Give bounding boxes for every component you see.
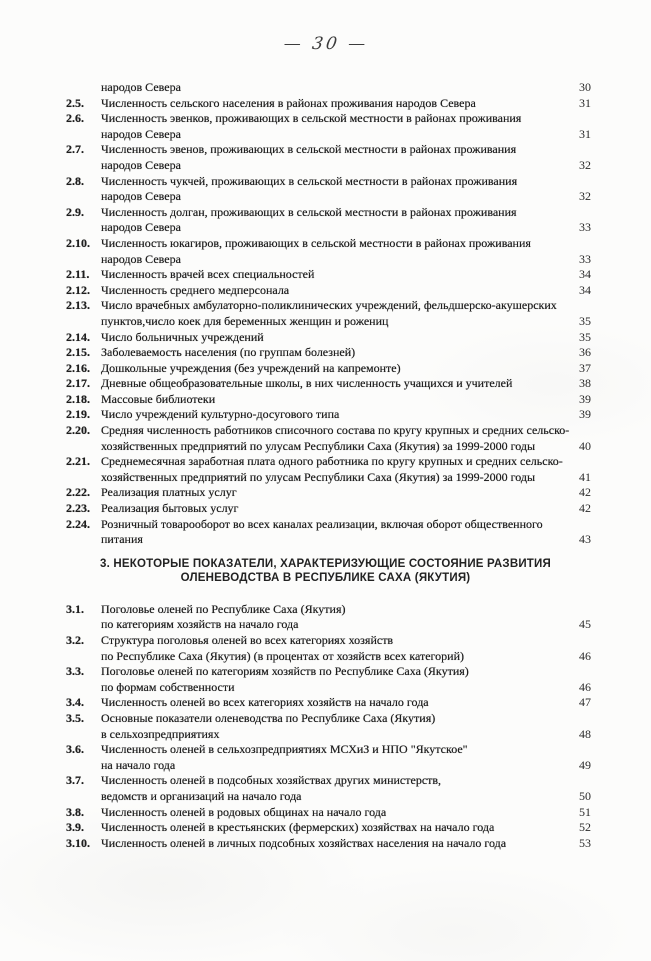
- toc-row: [66, 501, 591, 517]
- toc-row: [66, 680, 591, 696]
- toc-entry-title: народов Севера: [101, 80, 181, 94]
- toc-row: [66, 220, 591, 236]
- toc-entry-number: [66, 252, 101, 268]
- toc-entry-page-number: 50: [579, 788, 591, 803]
- toc-entry-page-number: 33: [579, 251, 591, 266]
- toc-entry-page-number: 38: [579, 376, 591, 391]
- toc-entry-title: пунктов,число коек для беременных женщин и рожениц: [101, 313, 389, 328]
- toc-entry-number: 2.7.: [66, 142, 84, 157]
- toc-entry-title: народов Севера: [101, 189, 181, 204]
- toc-row: [66, 711, 591, 727]
- toc-entry-page-number: 34: [579, 267, 591, 282]
- toc-entry-title: Поголовье оленей по Республике Саха (Якутия): [101, 601, 346, 616]
- toc-entry-title: Численность среднего медперсонала: [101, 282, 290, 297]
- toc-row: [66, 267, 591, 283]
- toc-entry-title: в сельхозпредприятиях: [101, 726, 220, 741]
- toc-entry-page-number: 42: [579, 485, 591, 500]
- toc-entry-title: Численность сельского населения в районах проживания народов Севера: [101, 95, 476, 110]
- toc-entry-page-number: [563, 711, 591, 727]
- toc-entry-title: хозяйственных предприятий по улусам Республики Саха (Якутия) за 1999-2000 годы: [101, 469, 536, 484]
- toc-entry-title: Число больничных учреждений: [101, 329, 264, 344]
- toc-entry-number: 2.13.: [66, 298, 90, 313]
- toc-entry-number: [66, 617, 101, 633]
- toc-entry-number: [66, 727, 101, 743]
- toc-entry-title: Основные показатели оленеводства по Республике Саха (Якутия): [101, 710, 436, 725]
- toc-entry-title: Численность эвенов, проживающих в сельской местности в районах проживания: [101, 142, 517, 157]
- toc-entry-number: 2.10.: [66, 235, 90, 250]
- toc-row: [66, 345, 591, 361]
- toc-row: [66, 407, 591, 423]
- toc-entry-title: народов Севера: [101, 126, 181, 141]
- toc-entry-page-number: 34: [579, 282, 591, 297]
- toc-entry-title: Численность оленей в родовых общинах на начало года: [101, 804, 387, 819]
- toc-entry-title: народов Севера: [101, 157, 181, 172]
- toc-entry-number: 2.15.: [66, 345, 90, 360]
- toc-entry-title: по формам собственности: [101, 679, 235, 694]
- toc-entry-page-number: 35: [579, 329, 591, 344]
- toc-entry-number: 2.12.: [66, 282, 90, 297]
- toc-entry-page-number: 39: [579, 391, 591, 406]
- toc-entry-title: на начало года: [101, 757, 176, 772]
- toc-entry-number: 2.16.: [66, 360, 90, 375]
- toc-entry-page-number: 49: [579, 757, 591, 772]
- toc-row: [66, 470, 591, 486]
- toc-entry-number: 3.9.: [66, 820, 84, 835]
- toc-entry-title: Численность оленей в личных подсобных хозяйствах населения на начало года: [101, 835, 507, 850]
- toc-entry-page-number: [563, 742, 591, 758]
- toc-row: [66, 80, 591, 96]
- toc-row: [66, 727, 591, 743]
- toc-entry-title: Средняя численность работников списочного состава по кругу крупных и средних сельско-: [101, 423, 570, 438]
- toc-entry-title: Численность оленей в крестьянских (фермерских) хозяйствах на начало года: [101, 820, 495, 835]
- toc-entry-page-number: 53: [579, 835, 591, 850]
- toc-entry-title: хозяйственных предприятий по улусам Республики Саха (Якутия) за 1999-2000 годы: [101, 438, 536, 453]
- toc-entry-page-number: [563, 454, 591, 470]
- toc-entry-title: Заболеваемость населения (по группам болезней): [101, 345, 356, 360]
- toc-entry-number: 2.14.: [66, 329, 90, 344]
- toc-entry-page-number: 47: [579, 695, 591, 710]
- toc-entry-page-number: [563, 602, 591, 618]
- toc-entry-title: Розничный товарооборот во всех каналах реализации, включая оборот общественного: [101, 516, 543, 531]
- toc-entry-number: [66, 680, 101, 696]
- toc-row: [66, 664, 591, 680]
- toc-row: [66, 789, 591, 805]
- toc-row: [66, 423, 591, 439]
- toc-row: [66, 205, 591, 221]
- toc-entry-page-number: 43: [579, 532, 591, 547]
- scanned-document-page: [0, 34, 651, 961]
- toc-entry-number: 3.2.: [66, 633, 84, 647]
- toc-entry-title: народов Севера: [101, 251, 181, 266]
- toc-entry-title: Число учреждений культурно-досугового типа: [101, 407, 340, 422]
- toc-entry-page-number: 30: [579, 80, 591, 94]
- toc-entry-title: Численность оленей в сельхозпредприятиях МСХиЗ и НПО "Якутское": [101, 742, 468, 757]
- toc-entry-title: Численность эвенков, проживающих в сельской местности в районах проживания: [101, 111, 522, 126]
- toc-entry-number: 3.3.: [66, 664, 84, 679]
- toc-entry-page-number: [563, 236, 591, 252]
- toc-entry-page-number: 31: [579, 95, 591, 110]
- toc-entry-number: [66, 789, 101, 805]
- toc-entry-number: 2.11.: [66, 267, 90, 282]
- toc-entry-title: Численность чукчей, проживающих в сельской местности в районах проживания: [101, 173, 518, 188]
- toc-row: [66, 189, 591, 205]
- toc-row: [66, 330, 591, 346]
- toc-entry-number: 3.7.: [66, 773, 84, 788]
- toc-row: [66, 158, 591, 174]
- toc-entry-title: Структура поголовья оленей во всех категориях хозяйств: [101, 633, 394, 647]
- toc-row: [66, 602, 591, 618]
- toc-entry-title: Реализация бытовых услуг: [101, 501, 239, 516]
- toc-entry-page-number: [563, 773, 591, 789]
- toc-entry-title: Среднемесячная заработная плата одного работника по кругу крупных и средних сельско-: [101, 454, 563, 469]
- toc-entry-number: 2.9.: [66, 204, 84, 219]
- toc-entry-number: [66, 158, 101, 174]
- toc-row: [66, 127, 591, 143]
- toc-entry-page-number: [563, 111, 591, 127]
- toc-entry-number: [66, 439, 101, 455]
- toc-entry-number: 2.8.: [66, 173, 84, 188]
- toc-entry-number: [66, 80, 101, 96]
- toc-entry-page-number: 42: [579, 501, 591, 516]
- toc-row: [66, 439, 591, 455]
- toc-entry-page-number: 40: [579, 438, 591, 453]
- toc-entry-page-number: [563, 633, 591, 649]
- toc-entry-number: 2.17.: [66, 376, 90, 391]
- toc-row: [66, 252, 591, 268]
- toc-entry-page-number: [563, 142, 591, 158]
- toc-entry-number: 3.8.: [66, 804, 84, 819]
- toc-entry-number: 3.5.: [66, 710, 84, 725]
- toc-entry-title: Реализация платных услуг: [101, 485, 237, 500]
- toc-entry-page-number: [563, 517, 591, 533]
- toc-row: [66, 142, 591, 158]
- toc-entry-page-number: 51: [579, 804, 591, 819]
- toc-entry-number: 2.18.: [66, 391, 90, 406]
- toc-entry-number: 2.24.: [66, 516, 90, 531]
- handwritten-page-number: — 30 —: [281, 34, 370, 54]
- section-3-heading-line1: 3. НЕКОТОРЫЕ ПОКАЗАТЕЛИ, ХАРАКТЕРИЗУЮЩИЕ СОСТОЯНИЕ РАЗВИТИЯ: [100, 557, 551, 570]
- toc-row: [66, 298, 591, 314]
- toc-entry-title: питания: [101, 532, 143, 547]
- toc-row: [66, 820, 591, 836]
- toc-entry-number: [66, 649, 101, 665]
- toc-entry-page-number: 32: [579, 157, 591, 172]
- toc-entry-number: 3.10.: [66, 835, 90, 850]
- toc-row: [66, 236, 591, 252]
- toc-entry-title: Численность долган, проживающих в сельской местности в районах проживания: [101, 204, 517, 219]
- toc-entry-number: [66, 220, 101, 236]
- toc-entry-number: 3.1.: [66, 601, 84, 616]
- toc-entry-page-number: 46: [579, 648, 591, 663]
- toc-entry-page-number: 32: [579, 189, 591, 204]
- toc-entry-page-number: [563, 174, 591, 190]
- toc-row: [66, 805, 591, 821]
- toc-row: [66, 742, 591, 758]
- toc-entry-title: Число врачебных амбулаторно-поликлинических учреждений, фельдшерско-акушерских: [101, 298, 557, 313]
- toc-row: [66, 283, 591, 299]
- section-3-heading: [0, 557, 651, 586]
- toc-entry-page-number: [563, 664, 591, 680]
- toc-row: [66, 454, 591, 470]
- toc-entry-title: по Республике Саха (Якутия) (в процентах от хозяйств всех категорий): [101, 648, 465, 663]
- toc-entry-number: 3.4.: [66, 695, 84, 710]
- toc-section-2-list: [66, 80, 591, 548]
- toc-entry-page-number: 45: [579, 617, 591, 632]
- toc-entry-title: Численность врачей всех специальностей: [101, 267, 315, 282]
- toc-entry-title: Численность оленей во всех категориях хозяйств на начало года: [101, 695, 429, 710]
- toc-row: [66, 758, 591, 774]
- toc-entry-page-number: [569, 423, 597, 439]
- toc-entry-number: [66, 127, 101, 143]
- toc-entry-number: [66, 314, 101, 330]
- toc-entry-page-number: [563, 205, 591, 221]
- toc-row: [66, 773, 591, 789]
- toc-entry-page-number: 46: [579, 679, 591, 694]
- toc-row: [66, 517, 591, 533]
- toc-entry-number: 2.20.: [66, 423, 90, 438]
- toc-row: [66, 695, 591, 711]
- toc-row: [66, 376, 591, 392]
- toc-entry-page-number: 33: [579, 220, 591, 235]
- toc-entry-page-number: 35: [579, 313, 591, 328]
- toc-row: [66, 96, 591, 112]
- toc-entry-title: Дневные общеобразовательные школы, в них численность учащихся и учителей: [101, 376, 513, 391]
- toc-row: [66, 174, 591, 190]
- toc-entry-number: 2.21.: [66, 454, 90, 469]
- toc-entry-page-number: 37: [579, 360, 591, 375]
- toc-entry-number: [66, 532, 101, 548]
- toc-row: [66, 633, 591, 649]
- toc-entry-number: 2.6.: [66, 111, 84, 126]
- toc-entry-title: Массовые библиотеки: [101, 391, 216, 406]
- toc-entry-number: 2.5.: [66, 95, 84, 110]
- toc-entry-title: Численность юкагиров, проживающих в сельской местности в районах проживания: [101, 235, 531, 250]
- toc-entry-number: 2.19.: [66, 407, 90, 422]
- toc-entry-number: 2.23.: [66, 501, 90, 516]
- toc-entry-page-number: 52: [579, 820, 591, 835]
- toc-row: [66, 314, 591, 330]
- toc-entry-number: [66, 470, 101, 486]
- toc-entry-number: [66, 189, 101, 205]
- toc-entry-page-number: 41: [579, 469, 591, 484]
- toc-row: [66, 485, 591, 501]
- toc-row: [66, 111, 591, 127]
- toc-entry-title: ведомств и организаций на начало года: [101, 788, 302, 803]
- toc-entry-title: Поголовье оленей по категориям хозяйств по Республике Саха (Якутия): [101, 664, 469, 679]
- toc-row: [66, 392, 591, 408]
- toc-entry-title: народов Севера: [101, 220, 181, 235]
- toc-entry-page-number: 39: [579, 407, 591, 422]
- toc-entry-number: 3.6.: [66, 742, 84, 757]
- toc-row: [66, 617, 591, 633]
- toc-entry-page-number: [563, 298, 591, 314]
- section-3-heading-line2: ОЛЕНЕВОДСТВА В РЕСПУБЛИКЕ САХА (ЯКУТИЯ): [180, 572, 471, 585]
- toc-section-3-list: [66, 602, 591, 852]
- toc-entry-number: [66, 758, 101, 774]
- toc-entry-page-number: 31: [579, 126, 591, 141]
- toc-entry-title: Дошкольные учреждения (без учреждений на капремонте): [101, 360, 401, 375]
- toc-entry-title: по категориям хозяйств на начало года: [101, 617, 299, 632]
- toc-row: [66, 361, 591, 377]
- toc-entry-page-number: 48: [579, 726, 591, 741]
- toc-entry-page-number: 36: [579, 345, 591, 360]
- toc-entry-number: 2.22.: [66, 485, 90, 500]
- toc-row: [66, 836, 591, 852]
- toc-row: [66, 649, 591, 665]
- toc-entry-title: Численность оленей в подсобных хозяйствах других министерств,: [101, 773, 442, 788]
- toc-row: [66, 532, 591, 548]
